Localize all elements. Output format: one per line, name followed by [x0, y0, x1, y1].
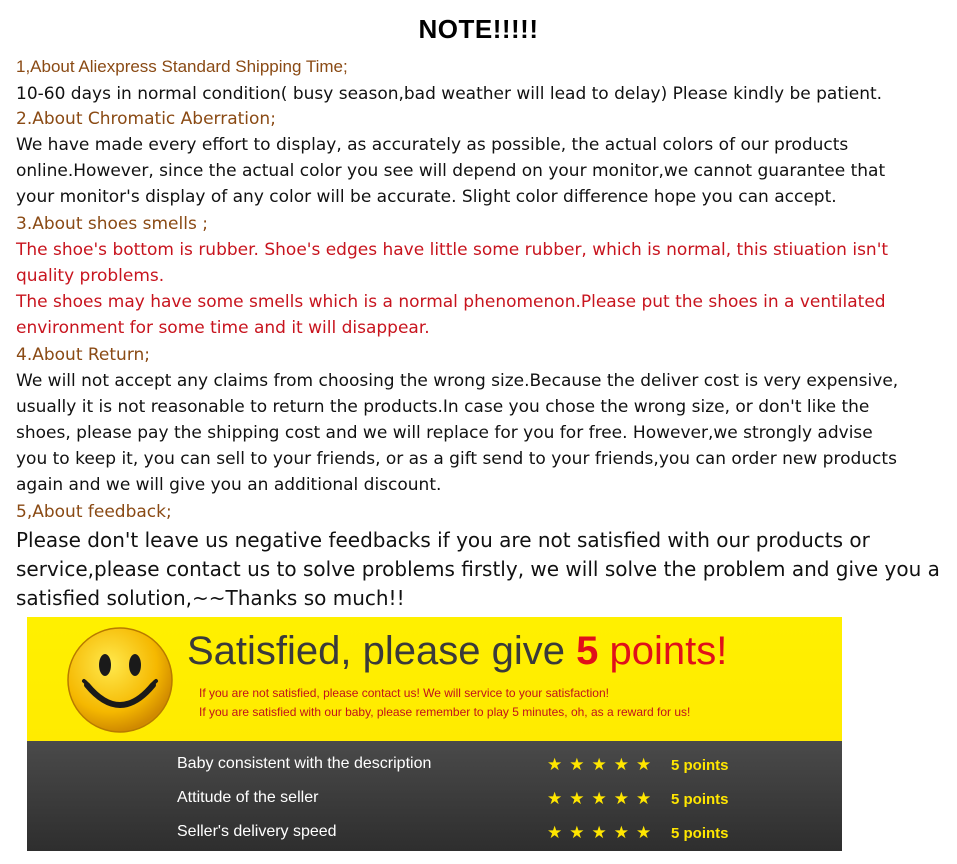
- shipping-text: 10-60 days in normal condition( busy season,bad weather will lead to delay) Please kindly be patient.: [16, 84, 883, 104]
- banner-subtext: If you are not satisfied, please contact us! We will service to your satisfaction!: [199, 686, 609, 700]
- rating-points: 5 points: [671, 791, 729, 808]
- chromatic-line: online.However, since the actual color you see will depend on your monitor,we cannot guarantee that: [16, 161, 886, 181]
- star-rating-icon: ★★★★★: [547, 823, 659, 843]
- headline-number: 5: [576, 629, 599, 673]
- return-line: We will not accept any claims from choosing the wrong size.Because the deliver cost is very expensive,: [16, 371, 899, 391]
- feedback-line: Please don't leave us negative feedbacks if you are not satisfied with our products or: [16, 528, 870, 552]
- headline-text: Satisfied, please give: [187, 629, 577, 673]
- star-rating-icon: ★★★★★: [547, 755, 659, 775]
- smell-line: environment for some time and it will disappear.: [16, 318, 430, 338]
- banner-headline: [187, 629, 727, 674]
- feedback-heading: 5,About feedback;: [16, 502, 172, 522]
- smell-line: The shoes may have some smells which is a normal phenomenon.Please put the shoes in a ventilated: [16, 292, 886, 312]
- banner-subtext: If you are satisfied with our baby, please remember to play 5 minutes, oh, as a reward for us!: [199, 705, 691, 719]
- banner-yellow-panel: [27, 617, 842, 741]
- smell-heading: 3.About shoes smells ;: [16, 214, 208, 234]
- rating-label: Attitude of the seller: [177, 789, 319, 806]
- return-line: you to keep it, you can sell to your friends, or as a gift send to your friends,you can order new products: [16, 449, 897, 469]
- page-title: NOTE!!!!!: [418, 14, 539, 44]
- shipping-heading: 1,About Aliexpress Standard Shipping Time;: [16, 57, 348, 76]
- return-heading: 4.About Return;: [16, 345, 151, 365]
- rating-label: Baby consistent with the description: [177, 755, 432, 772]
- banner-ratings-panel: [27, 741, 842, 851]
- rating-banner: [27, 617, 842, 851]
- rating-points: 5 points: [671, 757, 729, 774]
- star-rating-icon: ★★★★★: [547, 789, 659, 809]
- chromatic-heading: 2.About Chromatic Aberration;: [16, 109, 276, 129]
- return-line: again and we will give you an additional discount.: [16, 475, 442, 495]
- return-line: shoes, please pay the shipping cost and we will replace for you for free. However,we strongly advise: [16, 423, 873, 443]
- chromatic-line: your monitor's display of any color will be accurate. Slight color difference hope you can accept.: [16, 187, 837, 207]
- feedback-line: satisfied solution,~~Thanks so much!!: [16, 586, 405, 610]
- feedback-line: service,please contact us to solve problems firstly, we will solve the problem and give you a: [16, 557, 940, 581]
- smell-line: quality problems.: [16, 266, 165, 286]
- return-line: usually it is not reasonable to return the products.In case you chose the wrong size, or don't like the: [16, 397, 870, 417]
- smell-line: The shoe's bottom is rubber. Shoe's edges have little some rubber, which is normal, this stiuation isn't: [16, 240, 889, 260]
- smiley-face-icon: [65, 625, 175, 735]
- rating-points: 5 points: [671, 825, 729, 842]
- headline-points: points!: [598, 629, 728, 673]
- rating-label: Seller's delivery speed: [177, 823, 337, 840]
- chromatic-line: We have made every effort to display, as accurately as possible, the actual colors of our products: [16, 135, 849, 155]
